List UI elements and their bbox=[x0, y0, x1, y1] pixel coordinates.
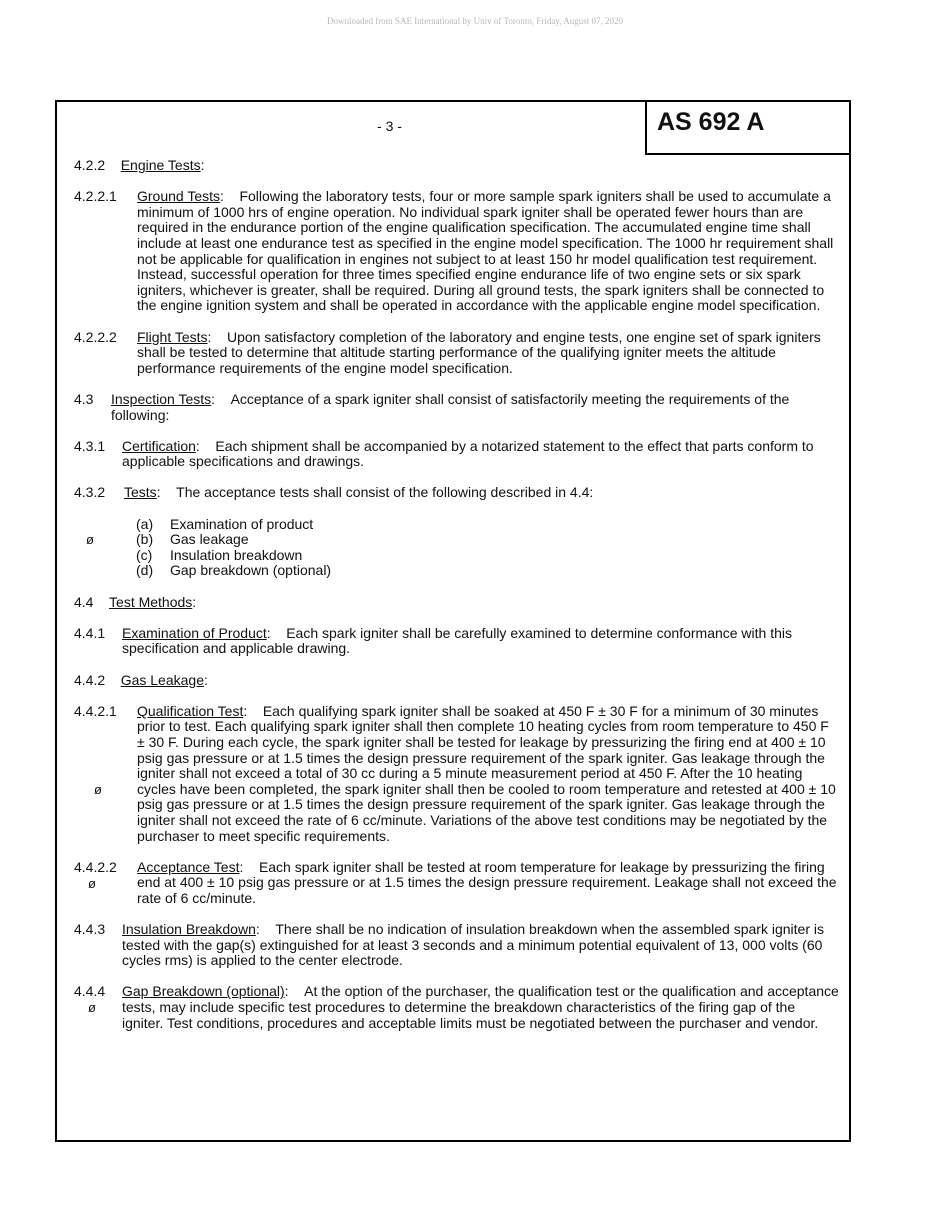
list-item bbox=[74, 517, 839, 533]
change-mark: ø bbox=[86, 532, 94, 548]
section-number: 4.4.2 bbox=[74, 671, 106, 688]
section-4-4 bbox=[74, 595, 839, 611]
change-mark: ø bbox=[88, 1000, 96, 1016]
section-title: Acceptance Test bbox=[137, 858, 240, 875]
section-title: Test Methods bbox=[109, 593, 193, 610]
list-marker: (d) bbox=[136, 562, 154, 579]
document-id-box bbox=[645, 100, 851, 155]
page-frame bbox=[55, 100, 851, 1142]
section-4-3: 4.3 Inspection Tests: Acceptance of a spark igniter shall consist of satisfactorily meeting the requirements of the following: bbox=[74, 390, 790, 423]
section-text: At the option of the purchaser, the qualification test or the qualification and acceptance tests, may include specific test procedures to determine the breakdown characteristics of the firing gap of the igniter. Test conditions, procedures and acceptable limits must be negotiated between the purchaser and vendor. bbox=[122, 983, 839, 1031]
section-number: 4.4.1 bbox=[74, 624, 106, 641]
page-number: - 3 - bbox=[377, 118, 402, 134]
section-4-4-3: 4.4.3 Insulation Breakdown: There shall be no indication of insulation breakdown when the assembled spark igniter is tested with the gap(s) extinguished for at least 3 seconds and a minimum potential equivalent of 13, 000 volts (60 cycles rms) is applied to the center electrode. bbox=[74, 921, 824, 969]
section-title: Gas Leakage bbox=[120, 671, 204, 688]
section-title: Engine Tests bbox=[120, 157, 201, 173]
section-number: 4.3.2 bbox=[74, 484, 106, 501]
document-body bbox=[74, 158, 839, 1047]
tests-list bbox=[74, 517, 839, 579]
list-text: Examination of product bbox=[170, 515, 314, 532]
section-number: 4.4.4 bbox=[74, 983, 106, 1000]
section-text: Each shipment shall be accompanied by a notarized statement to the effect that parts conform to applicable specifications and drawings. bbox=[122, 437, 814, 470]
section-title: Tests bbox=[124, 484, 157, 501]
section-4-4-1: 4.4.1 Examination of Product: Each spark igniter shall be carefully examined to determine conformance with this specification and applicable drawing. bbox=[74, 624, 793, 657]
document-id: AS 692 A bbox=[657, 108, 765, 136]
section-text: Following the laboratory tests, four or more sample spark igniters shall be used to accumulate a minimum of 1000 hrs of engine operation. No individual spark igniter shall be operated fewer hours than are required in the endurance portion of the engine qualification specification. The accumulated engine time shall include at least one endurance test as specified in the engine model specification. The 1000 hr requirement shall not be applicable for qualification in engines not subject to at least 150 hr model qualification test requirement. Instead, successful operation for three times specified engine endurance life of two engine sets or six spark igniters, whichever is greater, shall be required. During all ground tests, the spark igniters shall be connected to the engine ignition system and shall be operated in accordance with the applicable engine model specification. bbox=[137, 188, 834, 314]
list-marker: (c) bbox=[136, 546, 153, 563]
section-4-3-1: 4.3.1 Certification: Each shipment shall be accompanied by a notarized statement to the effect that parts conform to applicable specifications and drawings. bbox=[74, 437, 814, 470]
section-title: Certification bbox=[122, 437, 196, 454]
section-text: Each spark igniter shall be tested at room temperature for leakage by pressurizing the firing end at 400 ± 10 psig gas pressure or at 1.5 times the design pressure requirement. Leakage shall not exceed the rate of 6 cc/minute. bbox=[137, 858, 837, 906]
section-number: 4.4.2.1 bbox=[74, 702, 117, 719]
section-number: 4.2.2.1 bbox=[74, 188, 117, 205]
section-number: 4.4.2.2 bbox=[74, 858, 117, 875]
section-text: Each spark igniter shall be carefully examined to determine conformance with this specification and applicable drawing. bbox=[122, 624, 793, 657]
section-number: 4.4.3 bbox=[74, 921, 106, 938]
list-item bbox=[74, 563, 839, 579]
section-4-3-2: 4.3.2 Tests: The acceptance tests shall consist of the following described in 4.4: bbox=[74, 484, 594, 501]
list-text: Gas leakage bbox=[170, 531, 249, 548]
section-4-4-2 bbox=[74, 673, 839, 689]
section-title: Gap Breakdown (optional) bbox=[122, 983, 285, 1000]
section-number: 4.3.1 bbox=[74, 437, 106, 454]
list-marker: (a) bbox=[136, 515, 154, 532]
section-title: Ground Tests bbox=[137, 188, 221, 205]
section-4-4-2-1: 4.4.2.1 ø Qualification Test: Each qualifying spark igniter shall be soaked at 450 F ± 30 F for a minimum of 30 minutes prior to test. Each qualifying spark igniter shall then complete 10 heating cycles from room temperature to 450 F ± 30 F. During each cycle, the spark igniter shall be tested for leakage by pressurizing the firing end at 400 ± 10 psig gas pressure or at 1.5 times the design pressure requirement of the spark igniter. Gas leakage through the igniter shall not exceed a total of 30 cc during a 5 minute measurement period at 450 F. After the 10 heating cycles have been completed, the spark igniter shall then be cooled to room temperature and retested at 400 ± 10 psig gas pressure or at 1.5 times the design pressure requirement of the spark igniter. Gas leakage through the igniter shall not exceed the rate of 6 cc/minute. Variations of the above test conditions may be negotiated by the purchaser to meet specific requirements. bbox=[74, 702, 836, 844]
section-4-2-2-1: 4.2.2.1 Ground Tests: Following the laboratory tests, four or more sample spark igniters shall be used to accumulate a minimum of 1000 hrs of engine operation. No individual spark igniter shall be operated fewer hours than are required in the endurance portion of the engine qualification specification. The accumulated engine time shall include at least one endurance test as specified in the engine model specification. The 1000 hr requirement shall not be applicable for qualification in engines not subject to at least 150 hr model qualification test requirement. Instead, successful operation for three times specified engine endurance life of two engine sets or six spark igniters, whichever is greater, shall be required. During all ground tests, the spark igniters shall be connected to the engine ignition system and shall be operated in accordance with the applicable engine model specification. bbox=[74, 188, 834, 314]
section-number: 4.2.2 bbox=[74, 157, 106, 173]
section-number: 4.4 bbox=[74, 593, 94, 610]
section-title: Flight Tests bbox=[137, 328, 208, 345]
list-text: Gap breakdown (optional) bbox=[170, 562, 332, 579]
section-4-4-2-2: 4.4.2.2 ø Acceptance Test: Each spark igniter shall be tested at room temperature for leakage by pressurizing the firing end at 400 ± 10 psig gas pressure or at 1.5 times the design pressure requirement. Leakage shall not exceed the rate of 6 cc/minute. bbox=[74, 858, 837, 906]
section-number: 4.3 bbox=[74, 390, 94, 407]
list-item bbox=[74, 532, 839, 548]
section-4-2-2-2: 4.2.2.2 Flight Tests: Upon satisfactory completion of the laboratory and engine tests, one engine set of spark igniters shall be tested to determine that altitude starting performance of the qualifying igniter meets the altitude performance requirements of the engine model specification. bbox=[74, 328, 821, 376]
colon: : bbox=[204, 671, 208, 688]
section-text: Acceptance of a spark igniter shall consist of satisfactorily meeting the requirements of the following: bbox=[111, 390, 790, 423]
list-text: Insulation breakdown bbox=[170, 546, 303, 563]
section-number: 4.2.2.2 bbox=[74, 328, 117, 345]
section-title: Qualification Test bbox=[137, 702, 244, 719]
section-text: Upon satisfactory completion of the laboratory and engine tests, one engine set of spark igniters shall be tested to determine that altitude starting performance of the qualifying igniter meets the altitude performance requirements of the engine model specification. bbox=[137, 328, 821, 376]
section-title: Inspection Tests bbox=[111, 390, 212, 407]
section-text: Each qualifying spark igniter shall be soaked at 450 F ± 30 F for a minimum of 30 minutes prior to test. Each qualifying spark igniter shall then complete 10 heating cycles from room temperature to 450 F ± 30 F. During each cycle, the spark igniter shall be tested for leakage by pressurizing the firing end at 400 ± 10 psig gas pressure or at 1.5 times the design pressure requirement of the spark igniter. Gas leakage through the igniter shall not exceed a total of 30 cc during a 5 minute measurement period at 450 F. After the 10 heating cycles have been completed, the spark igniter shall then be cooled to room temperature and retested at 400 ± 10 psig gas pressure or at 1.5 times the design pressure requirement of the spark igniter. Gas leakage through the igniter shall not exceed the rate of 6 cc/minute. Variations of the above test conditions may be negotiated by the purchaser to meet specific requirements. bbox=[137, 702, 836, 844]
section-4-4-4: 4.4.4 ø Gap Breakdown (optional): At the option of the purchaser, the qualification test or the qualification and acceptance tests, may include specific test procedures to determine the breakdown characteristics of the firing gap of the igniter. Test conditions, procedures and acceptable limits must be negotiated between the purchaser and vendor. bbox=[74, 983, 839, 1031]
list-marker: (b) bbox=[136, 531, 154, 548]
section-text: There shall be no indication of insulation breakdown when the assembled spark igniter is tested with the gap(s) extinguished for at least 3 seconds and a minimum potential equivalent of 13, 000 volts (60 cycles rms) is applied to the center electrode. bbox=[122, 921, 824, 969]
list-item bbox=[74, 548, 839, 564]
download-watermark: Downloaded from SAE International by Univ of Toronto, Friday, August 07, 2020 bbox=[326, 16, 624, 26]
section-title: Insulation Breakdown bbox=[122, 921, 256, 938]
change-mark: ø bbox=[94, 781, 102, 797]
section-4-2-2 bbox=[74, 158, 839, 174]
section-title: Examination of Product bbox=[122, 624, 267, 641]
colon: : bbox=[200, 157, 205, 173]
section-text: The acceptance tests shall consist of the following described in 4.4: bbox=[176, 484, 594, 501]
colon: : bbox=[192, 593, 197, 610]
change-mark: ø bbox=[88, 875, 96, 891]
